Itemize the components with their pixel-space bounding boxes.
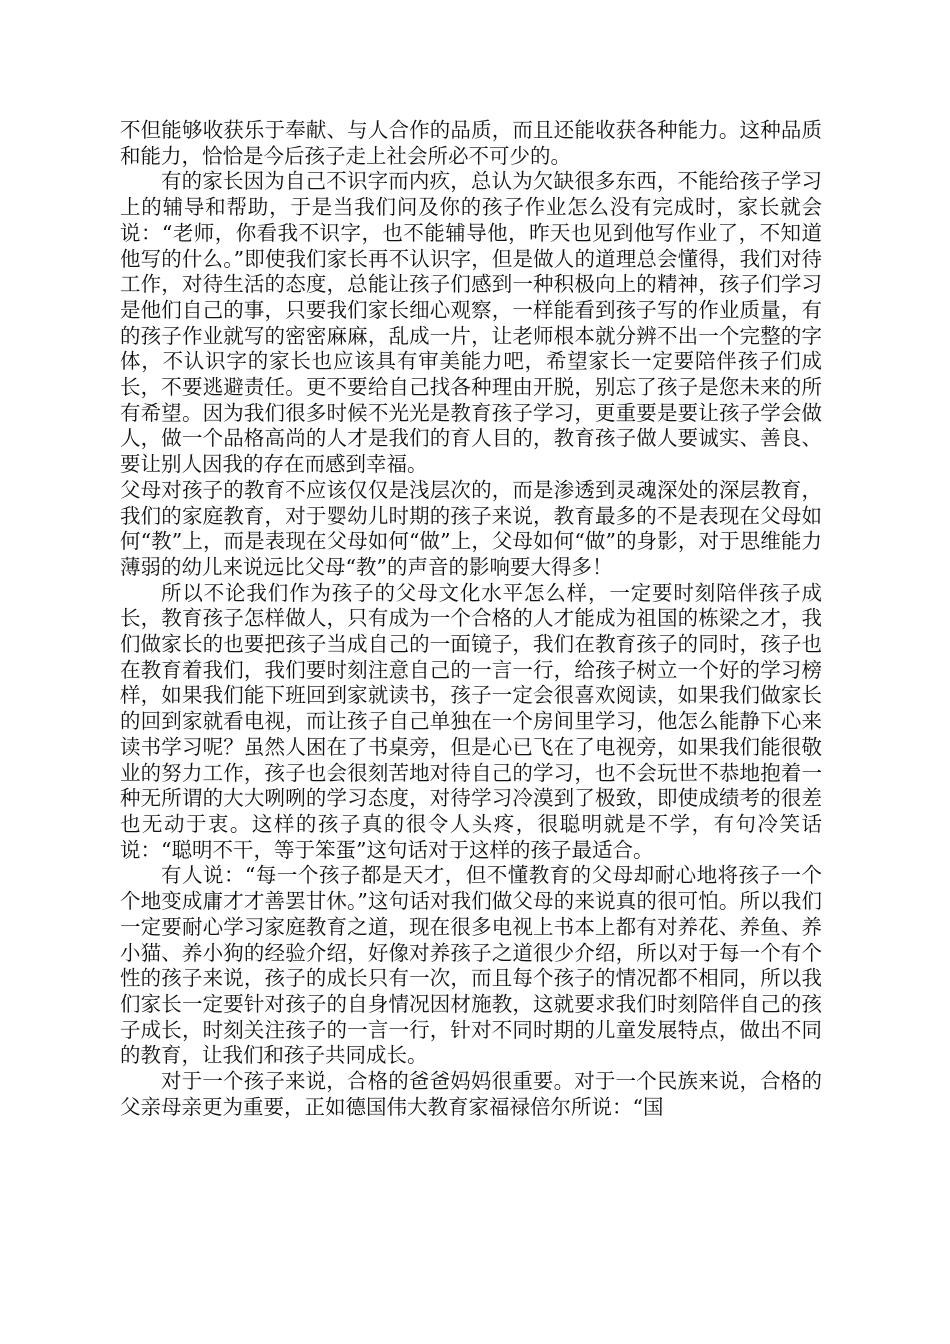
paragraph-5: 有人说：“每一个孩子都是天才，但不懂教育的父母却耐心地将孩子一个个地变成庸才才善罢甘休。”这句话对我们做父母的来说真的很可怕。所以我们一定要耐心学习家庭教育之道，现在很多电视上书本上都有对养花、养鱼、养小猫、养小狗的经验介绍，好像对养孩子之道很少介绍，所以对于每一个有个性的孩子来说，孩子的成长只有一次，而且每个孩子的情况都不相同，所以我们家长一定要针对孩子的自身情况因材施教，这就要求我们时刻陪伴自己的孩子成长，时刻关注孩子的一言一行，针对不同时期的儿童发展特点，做出不同的教育，让我们和孩子共同成长。 [120, 863, 822, 1068]
paragraph-2: 有的家长因为自己不识字而内疚，总认为欠缺很多东西，不能给孩子学习上的辅导和帮助，于是当我们问及你的孩子作业怎么没有完成时，家长就会说：“老师，你看我不识字，也不能辅导他，昨天也见到他写作业了，不知道他写的什么。”即使我们家长再不认识字，但是做人的道理总会懂得，我们对待工作，对待生活的态度，总能让孩子们感到一种积极向上的精神，孩子们学习是他们自己的事，只要我们家长细心观察，一样能看到孩子写的作业质量，有的孩子作业就写的密密麻麻，乱成一片，让老师根本就分辨不出一个完整的字体，不认识字的家长也应该具有审美能力吧，希望家长一定要陪伴孩子们成长，不要逃避责任。更不要给自己找各种理由开脱，别忘了孩子是您未来的所有希望。因为我们很多时候不光光是教育孩子学习，更重要是要让孩子学会做人，做一个品格高尚的人才是我们的育人目的，教育孩子做人要诚实、善良、要让别人因我的存在而感到幸福。 [120, 169, 822, 477]
paragraph-4: 所以不论我们作为孩子的父母文化水平怎么样，一定要时刻陪伴孩子成长，教育孩子怎样做人，只有成为一个合格的人才能成为祖国的栋梁之才，我们做家长的也要把孩子当成自己的一面镜子，我们在教育孩子的同时，孩子也在教育着我们，我们要时刻注意自己的一言一行，给孩子树立一个好的学习榜样，如果我们能下班回到家就读书，孩子一定会很喜欢阅读，如果我们做家长的回到家就看电视，而让孩子自己单独在一个房间里学习，他怎么能静下心来读书学习呢？虽然人困在了书桌旁，但是心已飞在了电视旁，如果我们能很敬业的努力工作，孩子也会很刻苦地对待自己的学习，也不会玩世不恭地抱着一种无所谓的大大咧咧的学习态度，对待学习冷漠到了极致，即使成绩考的很差也无动于衷。这样的孩子真的很令人头疼，很聪明就是不学，有句冷笑话说：“聪明不干，等于笨蛋”这句话对于这样的孩子最适合。 [120, 580, 822, 862]
body-text [120, 118, 822, 1120]
paragraph-3: 父母对孩子的教育不应该仅仅是浅层次的，而是渗透到灵魂深处的深层教育，我们的家庭教育，对于婴幼儿时期的孩子来说，教育最多的不是表现在父母如何“教”上，而是表现在父母如何“做”上，父母如何“做”的身影，对于思维能力薄弱的幼儿来说远比父母“教”的声音的影响要大得多！ [120, 477, 822, 579]
paragraph-6: 对于一个孩子来说，合格的爸爸妈妈很重要。对于一个民族来说，合格的父亲母亲更为重要，正如德国伟大教育家福禄倍尔所说：“国 [120, 1069, 822, 1119]
paragraph-1: 不但能够收获乐于奉献、与人合作的品质，而且还能收获各种能力。这种品质和能力，恰恰是今后孩子走上社会所必不可少的。 [120, 118, 822, 168]
